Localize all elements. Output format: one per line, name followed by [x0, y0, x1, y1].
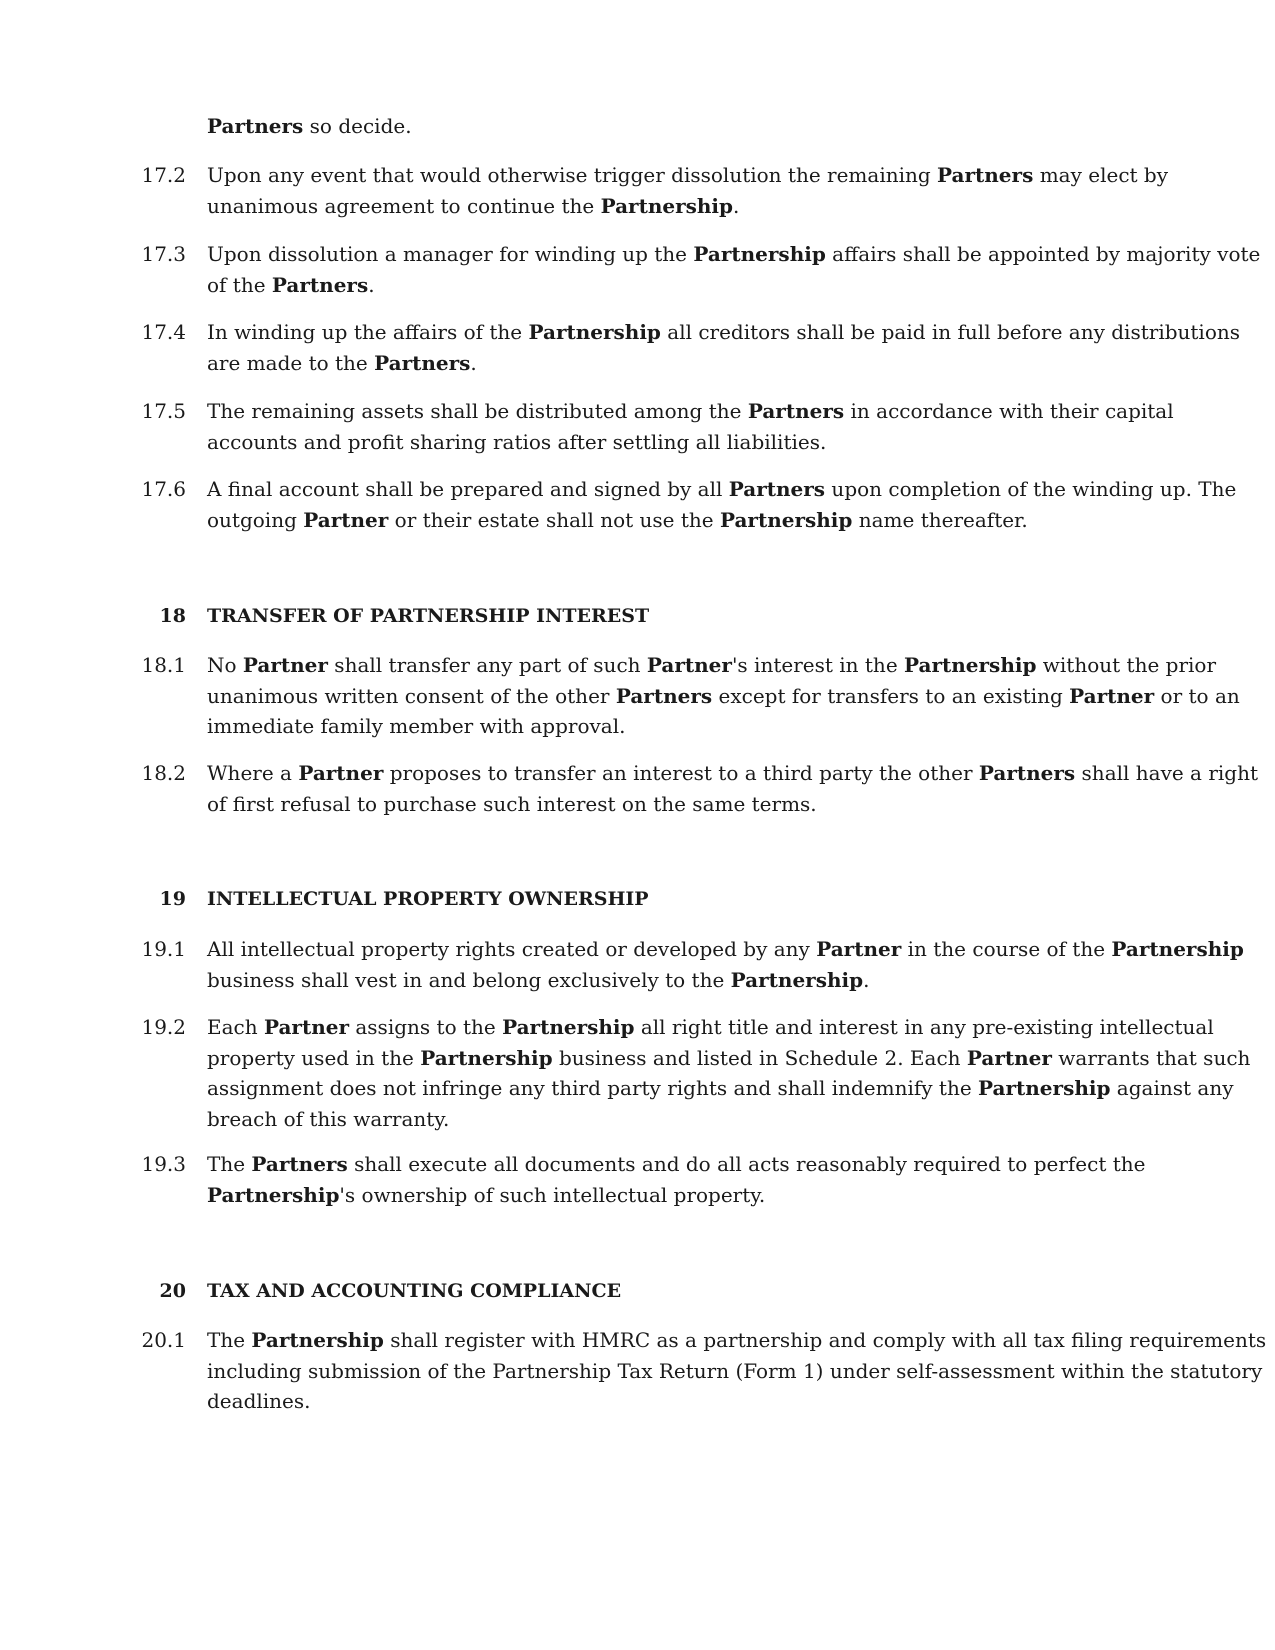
- clause-number: 19.1: [141, 937, 186, 961]
- clause-text: Upon dissolution a manager for winding up the Partnership affairs shall be appointed by majority vote of the Partners.: [207, 242, 1261, 297]
- clause-number: 17.2: [141, 163, 186, 187]
- section-title: TAX AND ACCOUNTING COMPLIANCE: [207, 1280, 622, 1302]
- clause-number: 17.5: [141, 399, 186, 423]
- clause-text: Each Partner assigns to the Partnership all right title and interest in any pre-existing intellectual property used in the Partnership business and listed in Schedule 2. Each Partner warrants that such assignment does not infringe any third party rights and shall indemnify the Partnership against any breach of this warranty.: [207, 1015, 1251, 1131]
- section-number: 19: [159, 888, 186, 910]
- clause-text: The Partners shall execute all documents and do all acts reasonably required to perfect the Partnership's ownership of such intellectual property.: [207, 1152, 1146, 1207]
- clause-text: The Partnership shall register with HMRC as a partnership and comply with all tax filing requirements including submission of the Partnership Tax Return (Form 1) under self-assessment within the statutory deadlines.: [207, 1328, 1267, 1413]
- clause-text: Where a Partner proposes to transfer an interest to a third party the other Partners shall have a right of first refusal to purchase such interest on the same terms.: [207, 761, 1259, 816]
- section-number: 18: [159, 605, 186, 627]
- clause-text: A final account shall be prepared and signed by all Partners upon completion of the winding up. The outgoing Partner or their estate shall not use the Partnership name thereafter.: [207, 477, 1237, 532]
- clause-text: In winding up the affairs of the Partnership all creditors shall be paid in full before any distributions are made to the Partners.: [207, 320, 1241, 375]
- clause-number: 18.2: [141, 761, 186, 785]
- clause-number: 17.6: [141, 477, 186, 501]
- clause-number: 19.2: [141, 1015, 186, 1039]
- clause-number: 20.1: [141, 1328, 186, 1352]
- clause-number: 17.3: [141, 242, 186, 266]
- section-number: 20: [159, 1280, 186, 1302]
- section-title: TRANSFER OF PARTNERSHIP INTEREST: [207, 605, 650, 627]
- clause-text: Partners so decide.: [207, 114, 412, 138]
- clause-number: 18.1: [141, 653, 186, 677]
- clause-text: No Partner shall transfer any part of such Partner's interest in the Partnership without the prior unanimous written consent of the other Partners except for transfers to an existing Partner or to an immediate family member with approval.: [207, 653, 1240, 738]
- clause-number: 19.3: [141, 1152, 186, 1176]
- clause-number: 17.4: [141, 320, 186, 344]
- section-title: INTELLECTUAL PROPERTY OWNERSHIP: [207, 888, 649, 910]
- clause-text: All intellectual property rights created or developed by any Partner in the course of the Partnership business shall vest in and belong exclusively to the Partnership.: [207, 937, 1244, 992]
- clause-text: The remaining assets shall be distributed among the Partners in accordance with their capital accounts and profit sharing ratios after settling all liabilities.: [207, 399, 1174, 454]
- clause-text: Upon any event that would otherwise trigger dissolution the remaining Partners may elect by unanimous agreement to continue the Partnership.: [207, 163, 1169, 218]
